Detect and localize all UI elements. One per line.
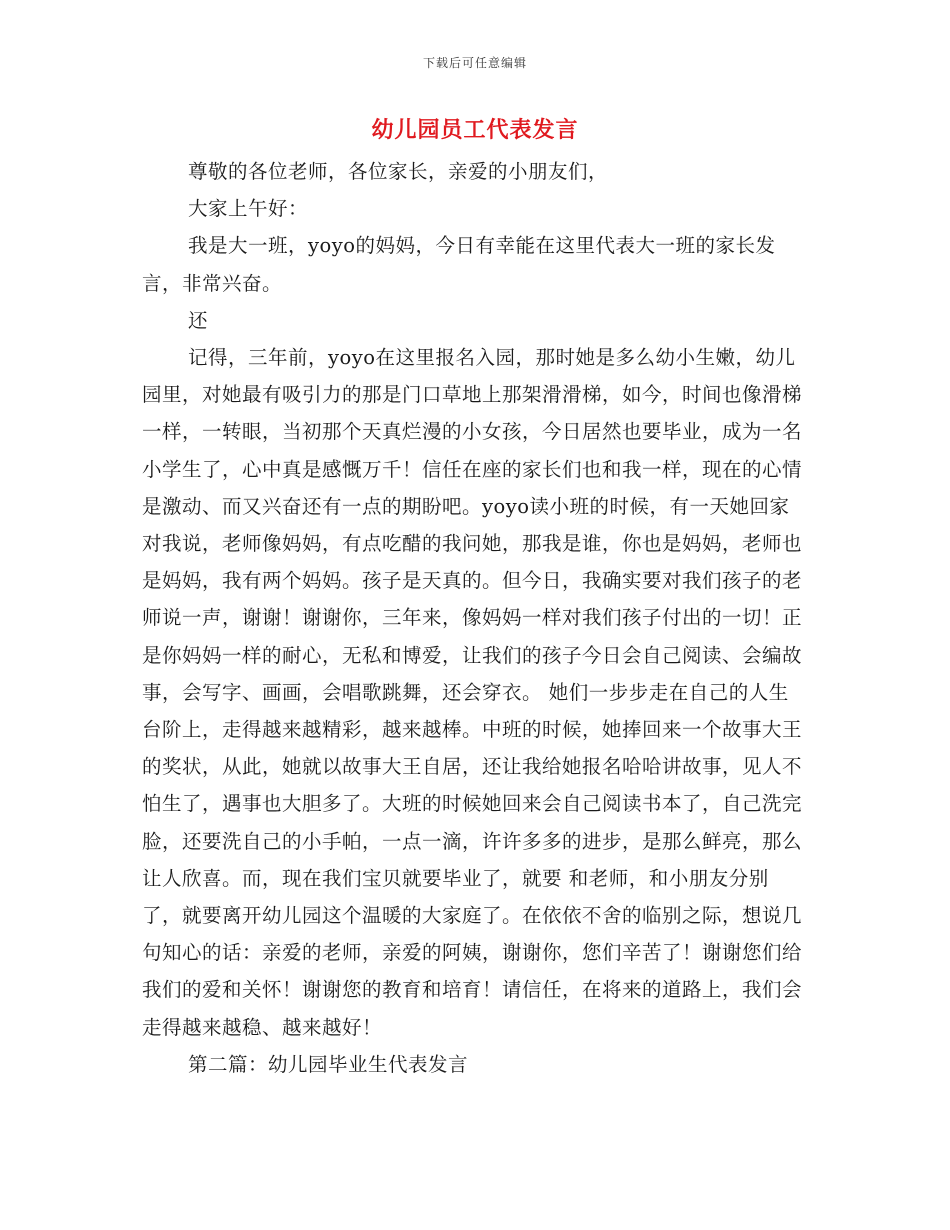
header-note: 下载后可任意编辑: [422, 56, 527, 70]
intro-paragraph: 我是大一班，yoyo的妈妈，今日有幸能在这里代表大一班的家长发言，非常兴奋。: [142, 234, 776, 295]
salutation-paragraph: 尊敬的各位老师，各位家长，亲爱的小朋友们，: [188, 160, 609, 183]
next-section-heading: 第二篇：幼儿园毕业生代表发言: [188, 1052, 469, 1076]
greeting-paragraph: 大家上午好：: [188, 197, 309, 221]
document-body: [142, 153, 808, 1083]
main-paragraph: 记得，三年前，yoyo在这里报名入园，那时她是多么幼小生嫩，幼儿园里，对她最有吸引力的那是门口草地上那架滑滑梯，如今，时间也像滑梯一样，一转眼，当初那个天真烂漫的小女孩，今日居然也要毕业，成为一名小学生了，心中真是感慨万千！信任在座的家长们也和我一样，现在的心情是激动、而又兴奋还有一点的期盼吧。yoyo读小班的时候，有一天她回家对我说，老师像妈妈，有点吃醋的我问她，那我是谁，你也是妈妈，老师也是妈妈，我有两个妈妈。孩子是天真的。但今日，我确实要对我们孩子的老师说一声，谢谢！谢谢你，三年来，像妈妈一样对我们孩子付出的一切！正是你妈妈一样的耐心，无私和博爱，让我们的孩子今日会自己阅读、会编故事，会写字、画画，会唱歌跳舞，还会穿衣。 她们一步步走在自己的人生台阶上，走得越来越精彩，越来越棒。中班的时候，她捧回来一个故事大王的奖状，从此，她就以故事大王自居，还让我给她报名哈哈讲故事，见人不怕生了，遇事也大胆多了。大班的时候她回来会自己阅读书本了，自己洗完脸，还要洗自己的小手帕，一点一滴，许许多多的进步，是那么鲜亮，那么让人欣喜。而，现在我们宝贝就要毕业了，就要 和老师，和小朋友分别了，就要离开幼儿园这个温暖的大家庭了。在依依不舍的临别之际，想说几句知心的话：亲爱的老师，亲爱的阿姨，谢谢你，您们辛苦了！谢谢您们给我们的爱和关怀！谢谢您的教育和培育！请信任，在将来的道路上，我们会走得越来越稳、越来越好！: [142, 346, 803, 1039]
fragment-paragraph: 还: [188, 308, 209, 332]
document-title: 幼儿园员工代表发言: [371, 117, 579, 143]
